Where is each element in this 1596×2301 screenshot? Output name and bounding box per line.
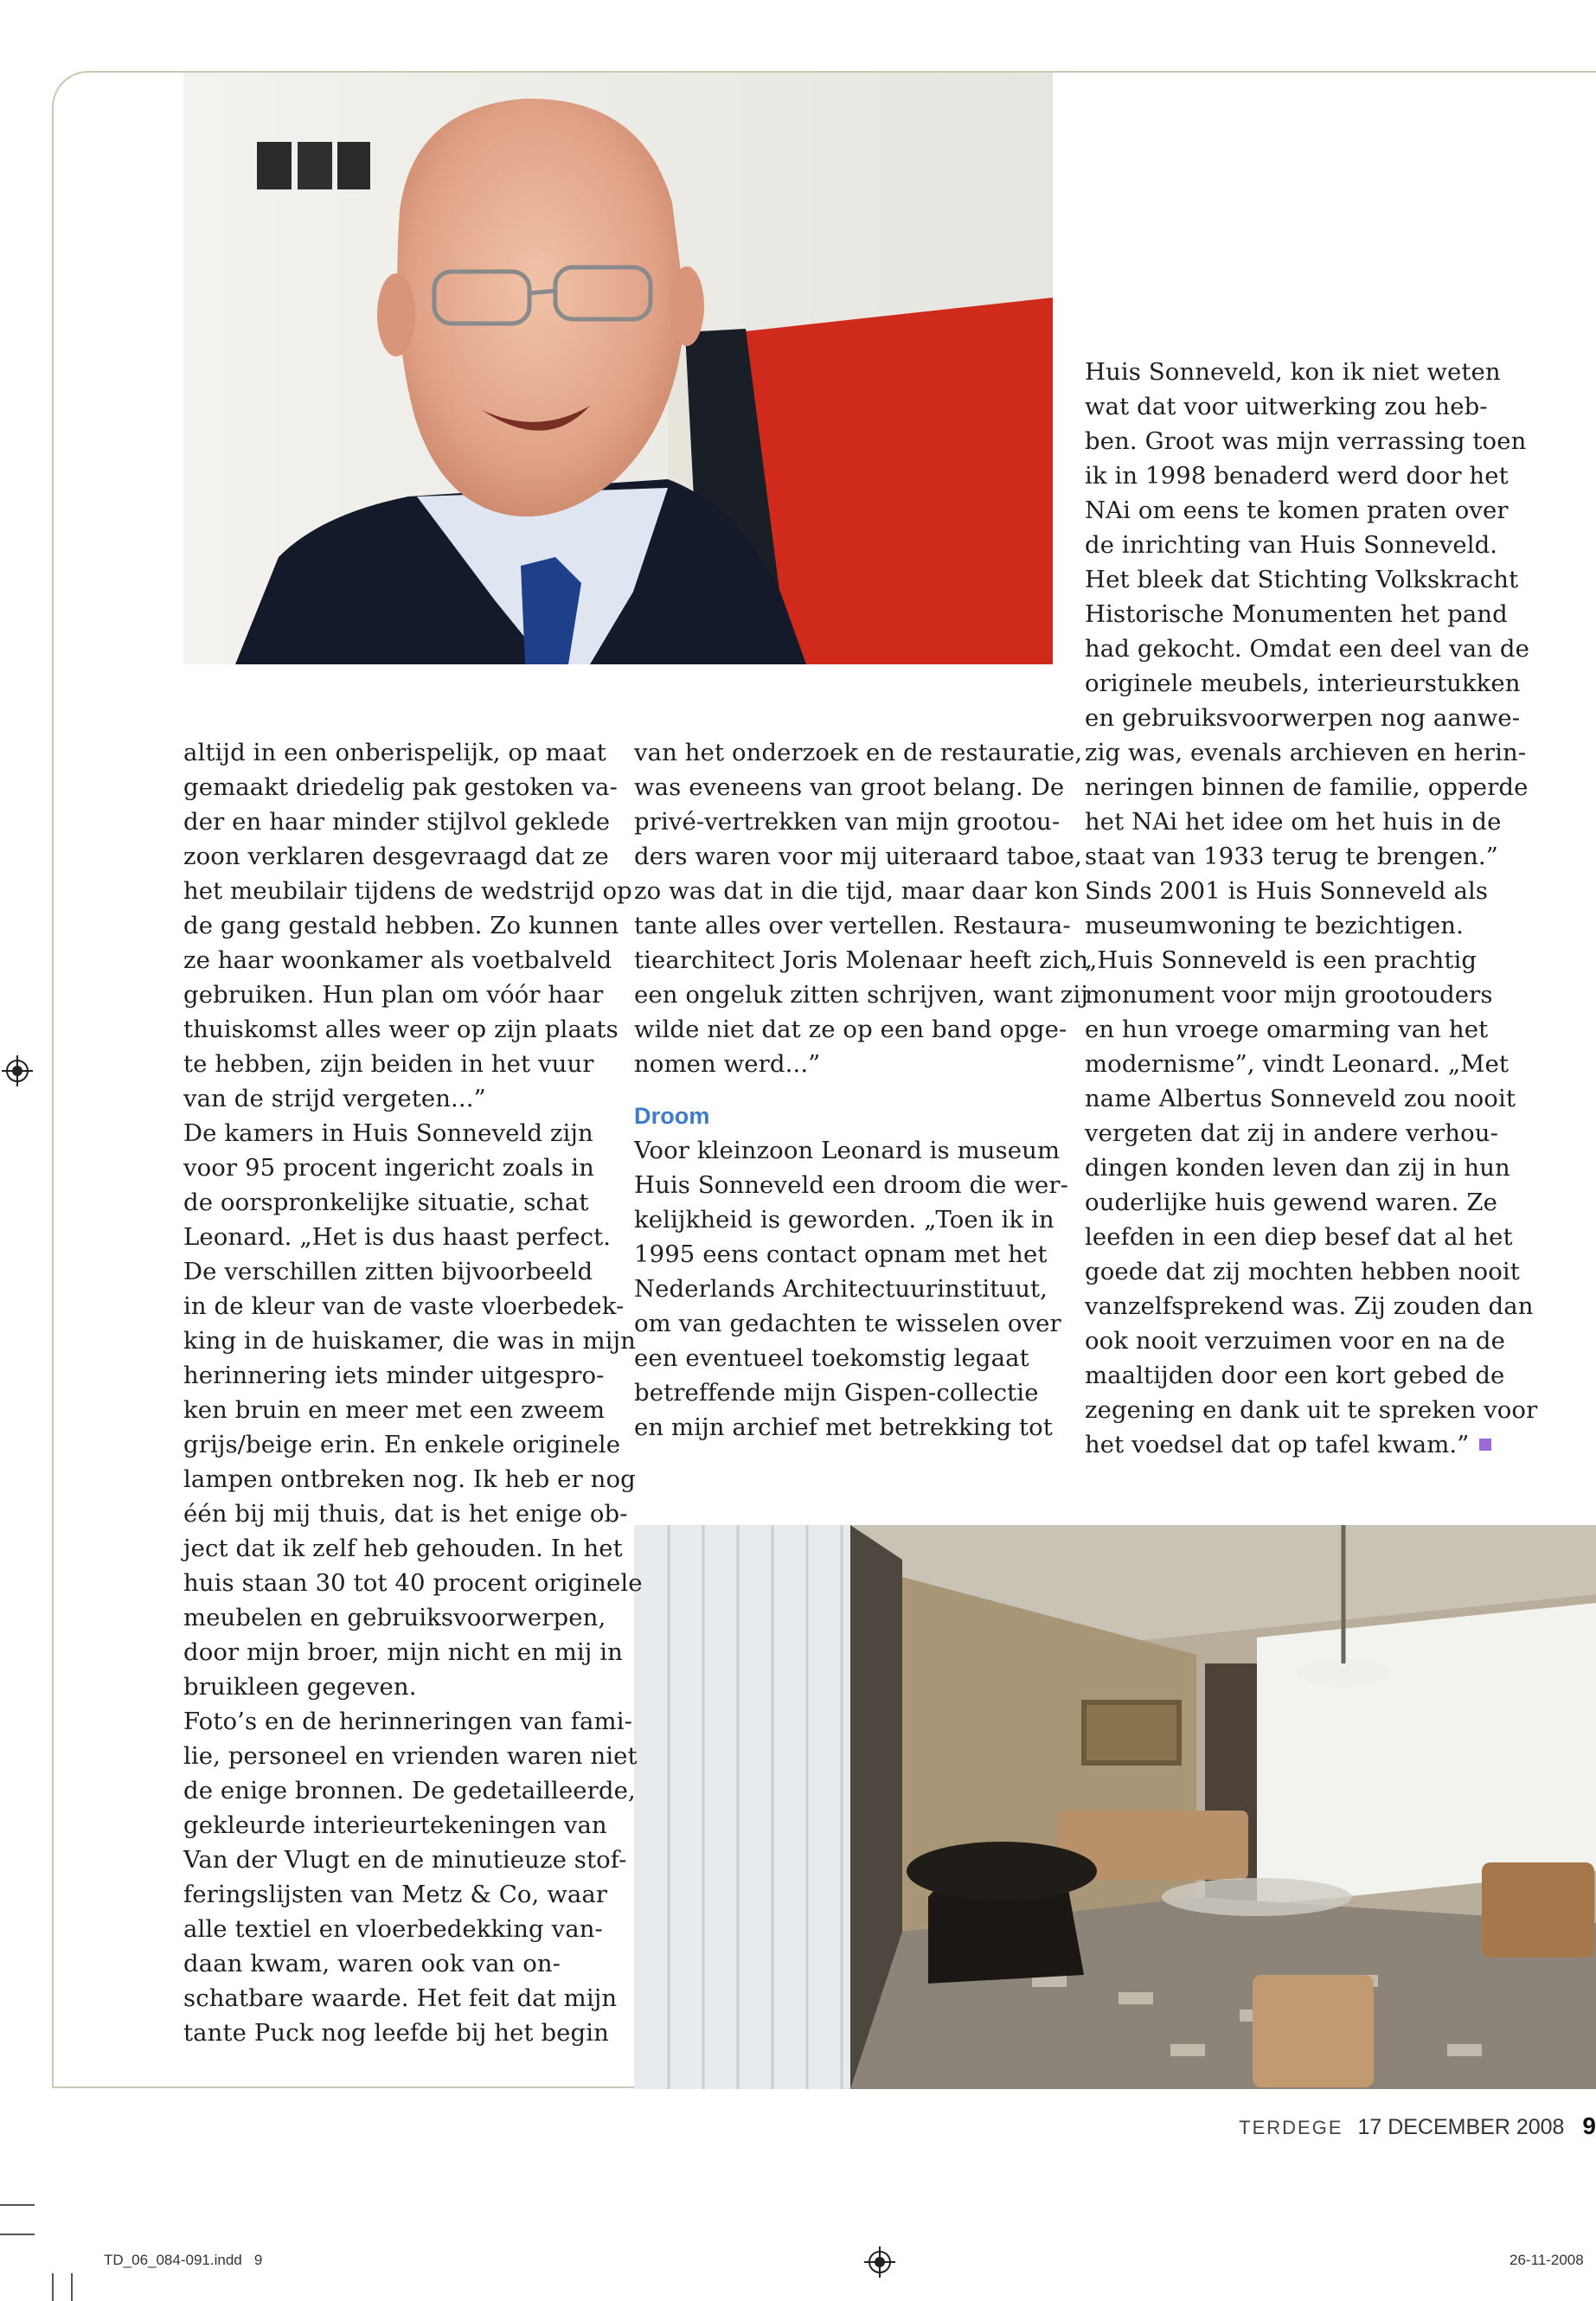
text-line: staat van 1933 terug te brengen.” bbox=[1085, 843, 1498, 870]
text-line: van de strijd vergeten...” bbox=[183, 1085, 486, 1112]
text-line: thuiskomst alles weer op zijn plaats bbox=[183, 1016, 619, 1043]
text-line: voor 95 procent ingericht zoals in bbox=[183, 1154, 594, 1182]
crop-mark bbox=[52, 2273, 54, 2301]
text-line: De verschillen zitten bijvoorbeeld bbox=[183, 1258, 593, 1285]
text-line: feringslijsten van Metz & Co, waar bbox=[183, 1881, 608, 1908]
portrait-photo bbox=[183, 73, 1053, 664]
text-line: 1995 eens contact opnam met het bbox=[634, 1240, 1048, 1268]
section-heading-droom: Droom bbox=[634, 1103, 710, 1129]
text-line: maaltijden door een kort gebed de bbox=[1085, 1362, 1505, 1389]
text-line: om van gedachten te wisselen over bbox=[634, 1310, 1061, 1337]
end-of-article-icon bbox=[1479, 1439, 1491, 1451]
text-line: een ongeluk zitten schrijven, want zij bbox=[634, 981, 1088, 1009]
crop-mark bbox=[0, 2234, 35, 2235]
text-line: NAi om eens te komen praten over bbox=[1085, 497, 1509, 524]
text-line: ben. Groot was mijn verrassing toen bbox=[1085, 427, 1527, 455]
text-line: grijs/beige erin. En enkele originele bbox=[183, 1431, 621, 1458]
registration-mark-icon bbox=[862, 2245, 897, 2279]
text-line: modernisme”, vindt Leonard. „Met bbox=[1085, 1050, 1509, 1078]
text-line: wat dat voor uitwerking zou heb- bbox=[1085, 393, 1488, 420]
text-line: de enige bronnen. De gedetailleerde, bbox=[183, 1777, 636, 1804]
text-line: de inrichting van Huis Sonneveld. bbox=[1085, 531, 1498, 559]
text-line: Sinds 2001 is Huis Sonneveld als bbox=[1085, 877, 1489, 905]
text-line: ook nooit verzuimen voor en na de bbox=[1085, 1327, 1505, 1355]
text-line: één bij mij thuis, dat is het enige ob- bbox=[183, 1500, 628, 1528]
text-line: was eveneens van groot belang. De bbox=[634, 773, 1065, 801]
text-line: tante alles over vertellen. Restaura- bbox=[634, 912, 1071, 939]
text-line: ze haar woonkamer als voetbalveld bbox=[183, 946, 612, 974]
text-line: neringen binnen de familie, opperde bbox=[1085, 773, 1529, 801]
text-line: De kamers in Huis Sonneveld zijn bbox=[183, 1119, 593, 1147]
text-line: altijd in een onberispelijk, op maat bbox=[183, 739, 606, 766]
text-line: kelijkheid is geworden. „Toen ik in bbox=[634, 1206, 1054, 1234]
text-line: gemaakt driedelig pak gestoken va- bbox=[183, 773, 618, 801]
text-line: zegening en dank uit te spreken voor bbox=[1085, 1396, 1538, 1424]
text-line: nomen werd...” bbox=[634, 1050, 821, 1078]
text-line: van het onderzoek en de restauratie, bbox=[634, 739, 1083, 766]
text-line: king in de huiskamer, die was in mijn bbox=[183, 1327, 636, 1355]
text-line: monument voor mijn grootouders bbox=[1085, 981, 1493, 1009]
text-line: betreffende mijn Gispen-collectie bbox=[634, 1379, 1039, 1407]
print-date: 26-11-2008 bbox=[1509, 2252, 1584, 2268]
text-line: ouderlijke huis gewend waren. Ze bbox=[1085, 1189, 1498, 1216]
text-line: alle textiel en vloerbedekking van- bbox=[183, 1915, 603, 1943]
text-line: ik in 1998 benaderd werd door het bbox=[1085, 462, 1509, 490]
text-line: het NAi het idee om het huis in de bbox=[1085, 808, 1502, 836]
text-line: Nederlands Architectuurinstituut, bbox=[634, 1275, 1048, 1303]
text-line: door mijn broer, mijn nicht en mij in bbox=[183, 1638, 623, 1666]
text-line: Foto’s en de herinneringen van fami- bbox=[183, 1708, 633, 1735]
text-line: had gekocht. Omdat een deel van de bbox=[1085, 635, 1529, 663]
text-line: en hun vroege omarming van het bbox=[1085, 1016, 1489, 1043]
text-line: ken bruin en meer met een zweem bbox=[183, 1396, 606, 1424]
text-line: vergeten dat zij in andere verhou- bbox=[1085, 1119, 1498, 1147]
crop-mark bbox=[71, 2273, 73, 2301]
column-left bbox=[183, 735, 643, 2050]
text-line: Leonard. „Het is dus haast perfect. bbox=[183, 1223, 612, 1251]
text-line: name Albertus Sonneveld zou nooit bbox=[1085, 1085, 1516, 1112]
text-line: in de kleur van de vaste vloerbedek- bbox=[183, 1292, 625, 1320]
text-line: Historische Monumenten het pand bbox=[1085, 600, 1508, 628]
text-line: ject dat ik zelf heb gehouden. In het bbox=[183, 1535, 623, 1562]
text-line: der en haar minder stijlvol geklede bbox=[183, 808, 611, 836]
text-line: goede dat zij mochten hebben nooit bbox=[1085, 1258, 1520, 1285]
text-line: het voedsel dat op tafel kwam.” bbox=[1085, 1427, 1537, 1462]
column-right bbox=[1085, 355, 1537, 1462]
text-line: te hebben, zijn beiden in het vuur bbox=[183, 1050, 594, 1078]
text-line: lampen ontbreken nog. Ik heb er nog bbox=[183, 1465, 636, 1493]
text-line: de oorspronkelijke situatie, schat bbox=[183, 1189, 589, 1216]
page-number: 9 bbox=[1582, 2112, 1596, 2139]
text-line: en mijn archief met betrekking tot bbox=[634, 1413, 1053, 1441]
text-line: privé-vertrekken van mijn grootou- bbox=[634, 808, 1061, 836]
text-line: een eventueel toekomstig legaat bbox=[634, 1344, 1029, 1372]
text-line: het meubilair tijdens de wedstrijd op bbox=[183, 877, 632, 905]
text-line: tante Puck nog leefde bij het begin bbox=[183, 2019, 609, 2047]
text-line: tiearchitect Joris Molenaar heeft zich bbox=[634, 946, 1089, 974]
text-line: huis staan 30 tot 40 procent originele bbox=[183, 1569, 643, 1597]
text-line: Huis Sonneveld, kon ik niet weten bbox=[1085, 358, 1501, 386]
text-line: de gang gestald hebben. Zo kunnen bbox=[183, 912, 619, 939]
text-line: meubelen en gebruiksvoorwerpen, bbox=[183, 1604, 606, 1631]
text-line: Voor kleinzoon Leonard is museum bbox=[634, 1137, 1061, 1164]
text-line: Van der Vlugt en de minutieuze stof- bbox=[183, 1846, 627, 1874]
text-line: lie, personeel en vrienden waren niet bbox=[183, 1742, 638, 1770]
text-line: herinnering iets minder uitgespro- bbox=[183, 1362, 605, 1389]
text-line: leefden in een diep besef dat al het bbox=[1085, 1223, 1513, 1251]
text-line: schatbare waarde. Het feit dat mijn bbox=[183, 1984, 618, 2012]
text-line: zoon verklaren desgevraagd dat ze bbox=[183, 843, 609, 870]
text-line: ders waren voor mij uiteraard taboe, bbox=[634, 843, 1082, 870]
text-line: zig was, evenals archieven en herin- bbox=[1085, 739, 1527, 766]
column-middle bbox=[634, 735, 1088, 1445]
text-line: Het bleek dat Stichting Volkskracht bbox=[1085, 566, 1519, 593]
text-line: zo was dat in die tijd, maar daar kon bbox=[634, 877, 1080, 905]
registration-mark-icon bbox=[0, 1054, 35, 1088]
issue-date: 17 DECEMBER 2008 bbox=[1357, 2115, 1565, 2139]
text-line: en gebruiksvoorwerpen nog aanwe- bbox=[1085, 704, 1521, 732]
text-line: originele meubels, interieurstukken bbox=[1085, 670, 1521, 697]
text-line: museumwoning te bezichtigen. bbox=[1085, 912, 1464, 939]
text-line: wilde niet dat ze op een band opge- bbox=[634, 1016, 1067, 1043]
page-folio bbox=[1194, 2112, 1596, 2140]
magazine-name: TERDEGE bbox=[1239, 2117, 1343, 2138]
indd-filename: TD_06_084-091.indd 9 bbox=[104, 2252, 263, 2268]
text-line: daan kwam, waren ook van on- bbox=[183, 1950, 561, 1977]
text-line: Huis Sonneveld een droom die wer- bbox=[634, 1171, 1069, 1199]
text-line: gebruiken. Hun plan om vóór haar bbox=[183, 981, 604, 1009]
text-line: „Huis Sonneveld is een prachtig bbox=[1085, 946, 1477, 974]
text-line: dingen konden leven dan zij in hun bbox=[1085, 1154, 1510, 1182]
text-line: gekleurde interieurtekeningen van bbox=[183, 1811, 607, 1839]
text-line: vanzelfsprekend was. Zij zouden dan bbox=[1085, 1292, 1534, 1320]
crop-mark bbox=[0, 2204, 35, 2206]
text-line: bruikleen gegeven. bbox=[183, 1673, 417, 1701]
living-room-photo bbox=[634, 1525, 1596, 2089]
